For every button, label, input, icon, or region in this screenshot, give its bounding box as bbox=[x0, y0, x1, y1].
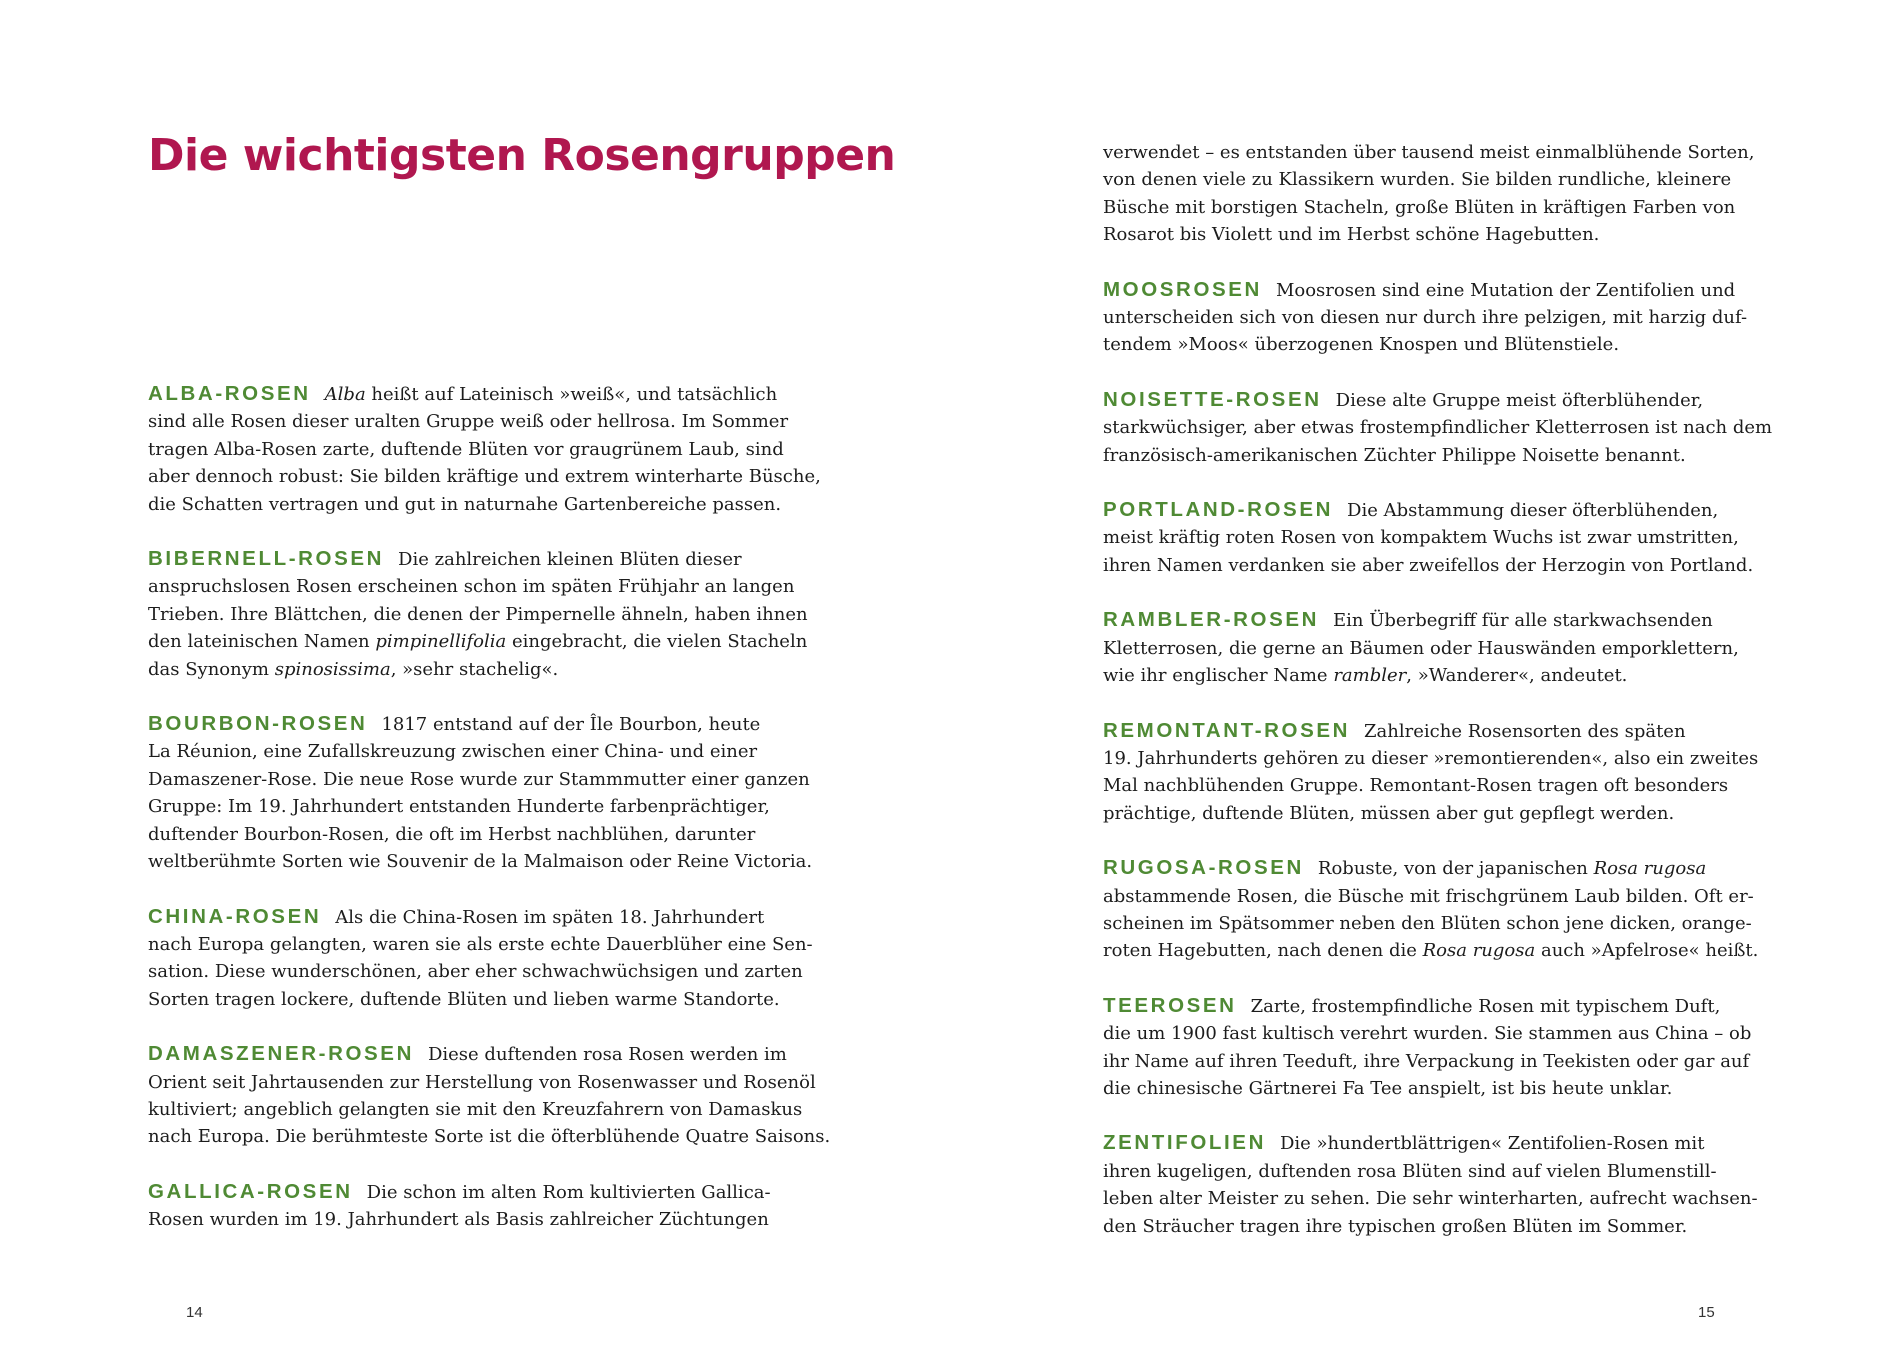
text-segment: heißt auf Lateinisch »weiß«, und tatsächlich bbox=[365, 384, 778, 405]
text-line bbox=[148, 710, 798, 738]
text-line bbox=[148, 463, 821, 490]
text-segment: Orient seit Jahrtausenden zur Herstellung von Rosenwasser und Rosenöl bbox=[148, 1071, 816, 1093]
text-line bbox=[148, 821, 798, 848]
rose-group-entry bbox=[1103, 386, 1773, 469]
text-segment: meist kräftig roten Rosen von kompaktem Wuchs ist zwar umstritten, bbox=[1103, 527, 1739, 549]
text-segment: 19. Jahrhunderts gehören zu dieser »remontierenden«, also ein zweites bbox=[1103, 747, 1759, 769]
text-line bbox=[1103, 194, 1753, 221]
rose-group-entry bbox=[1103, 992, 1753, 1103]
text-line bbox=[1103, 1158, 1753, 1185]
group-heading: MOOSROSEN bbox=[1103, 277, 1262, 301]
text-segment: eingebracht, die vielen Stacheln bbox=[506, 631, 808, 653]
text-segment: La Réunion, eine Zufallskreuzung zwischen einer China- und einer bbox=[148, 741, 758, 763]
rose-group-entry bbox=[148, 710, 813, 875]
page-number-left: 14 bbox=[186, 1304, 203, 1321]
text-line bbox=[1103, 1020, 1753, 1047]
text-segment: roten Hagebutten, nach denen die bbox=[1103, 940, 1423, 962]
text-line bbox=[148, 793, 798, 820]
text-segment: verwendet – es entstanden über tausend meist einmalblühende Sorten, bbox=[1103, 142, 1755, 163]
text-segment: Trieben. Ihre Blättchen, die denen der Pimpernelle ähneln, haben ihnen bbox=[148, 603, 808, 625]
group-heading: BIBERNELL-ROSEN bbox=[148, 547, 385, 571]
text-segment: wie ihr englischer Name bbox=[1103, 665, 1334, 687]
text-segment: die Schatten vertragen und gut in naturnahe Gartenbereiche passen. bbox=[148, 493, 782, 515]
text-segment: französisch-amerikanischen Züchter Philippe Noisette benannt. bbox=[1103, 444, 1686, 466]
text-segment: die um 1900 fast kultisch verehrt wurden. Sie stammen aus China – ob bbox=[1103, 1023, 1752, 1045]
group-heading: REMONTANT-ROSEN bbox=[1103, 718, 1351, 742]
text-segment: 1817 entstand auf der Île Bourbon, heute bbox=[381, 714, 761, 736]
text-segment: ihren kugeligen, duftenden rosa Blüten sind auf vielen Blumenstill- bbox=[1103, 1160, 1717, 1182]
latin-term: Rosa rugosa bbox=[1593, 858, 1707, 880]
text-segment: tragen Alba-Rosen zarte, duftende Blüten vor graugrünem Laub, sind bbox=[148, 438, 784, 460]
latin-term: rambler bbox=[1333, 665, 1407, 687]
text-segment: nach Europa gelangten, waren sie als erste echte Dauerblüher eine Sen- bbox=[148, 933, 813, 955]
text-segment: scheinen im Spätsommer neben den Blüten schon jene dicken, orange- bbox=[1103, 912, 1752, 934]
text-segment: Zahlreiche Rosensorten des späten bbox=[1364, 720, 1686, 742]
text-line bbox=[1103, 139, 1753, 166]
text-line bbox=[148, 931, 813, 958]
text-segment: die chinesische Gärtnerei Fa Tee anspielt, ist bis heute unklar. bbox=[1103, 1077, 1673, 1099]
text-line bbox=[1103, 496, 1753, 524]
rose-group-entry bbox=[1103, 854, 1759, 965]
text-segment: Sorten tragen lockere, duftende Blüten und lieben warme Standorte. bbox=[148, 988, 780, 1010]
latin-term: Rosa rugosa bbox=[1422, 940, 1536, 962]
text-line bbox=[1103, 662, 1753, 689]
text-segment: leben alter Meister zu sehen. Die sehr winterharten, aufrecht wachsen- bbox=[1103, 1188, 1758, 1210]
text-line bbox=[1103, 800, 1753, 827]
group-heading: DAMASZENER-ROSEN bbox=[148, 1042, 414, 1066]
text-line bbox=[1103, 166, 1753, 193]
page-number-right: 15 bbox=[1698, 1304, 1715, 1321]
text-segment: unterscheiden sich von diesen nur durch ihre pelzigen, mit harzig duf- bbox=[1103, 307, 1748, 329]
text-segment: Ein Überbegriff für alle starkwachsenden bbox=[1333, 610, 1713, 632]
text-line bbox=[148, 958, 803, 985]
text-line bbox=[1103, 524, 1753, 551]
text-line bbox=[1103, 552, 1753, 579]
text-segment: Die zahlreichen kleinen Blüten dieser bbox=[398, 549, 742, 571]
text-segment: sation. Diese wunderschönen, aber eher schwachwüchsigen und zarten bbox=[148, 961, 803, 983]
latin-term: spinosissima bbox=[274, 658, 391, 680]
text-line bbox=[1103, 414, 1773, 441]
text-segment: ihr Name auf ihren Teeduft, ihre Verpackung in Teekisten oder gar auf bbox=[1103, 1050, 1750, 1072]
text-segment: anspruchslosen Rosen erscheinen schon im späten Frühjahr an langen bbox=[148, 576, 795, 598]
text-line bbox=[148, 848, 813, 875]
text-line bbox=[1103, 304, 1753, 331]
text-line bbox=[1103, 1048, 1753, 1075]
text-line bbox=[1103, 745, 1759, 772]
page-title: Die wichtigsten Rosengruppen bbox=[148, 130, 896, 181]
text-line bbox=[148, 628, 808, 655]
group-heading: TEEROSEN bbox=[1103, 993, 1237, 1017]
text-segment: , »Wanderer«, andeutet. bbox=[1406, 665, 1628, 687]
rose-group-entry bbox=[148, 903, 813, 1014]
text-segment: nach Europa. Die berühmteste Sorte ist die öfterblühende Quatre Saisons. bbox=[148, 1126, 831, 1148]
text-segment: Zarte, frostempfindliche Rosen mit typischem Duft, bbox=[1250, 995, 1721, 1017]
right-page bbox=[945, 0, 1890, 1358]
text-line bbox=[148, 1206, 798, 1233]
text-line bbox=[148, 656, 798, 683]
text-line bbox=[1103, 1129, 1753, 1157]
text-segment: ihren Namen verdanken sie aber zweifellos der Herzogin von Portland. bbox=[1103, 554, 1754, 576]
rose-group-entry bbox=[1103, 276, 1753, 359]
text-line bbox=[148, 1096, 803, 1123]
text-segment: von denen viele zu Klassikern wurden. Sie bilden rundliche, kleinere bbox=[1103, 169, 1732, 191]
rose-group-entry bbox=[1103, 496, 1753, 579]
text-segment: aber dennoch robust: Sie bilden kräftige und extrem winterharte Büsche, bbox=[148, 466, 821, 488]
text-segment: , »sehr stachelig«. bbox=[390, 658, 559, 680]
group-heading: BOURBON-ROSEN bbox=[148, 712, 368, 736]
text-segment: weltberühmte Sorten wie Souvenir de la Malmaison oder Reine Victoria. bbox=[148, 851, 813, 873]
text-segment: Rosen wurden im 19. Jahrhundert als Basis zahlreicher Züchtungen bbox=[148, 1209, 769, 1231]
rose-group-entry bbox=[148, 380, 821, 518]
group-heading: NOISETTE-ROSEN bbox=[1103, 387, 1322, 411]
text-line bbox=[148, 1040, 798, 1068]
group-heading: CHINA-ROSEN bbox=[148, 904, 322, 928]
rose-group-entry bbox=[148, 545, 808, 683]
text-line bbox=[148, 903, 798, 931]
latin-term: pimpinellifolia bbox=[375, 631, 507, 653]
text-segment: Damaszener-Rose. Die neue Rose wurde zur Stammmutter einer ganzen bbox=[148, 768, 810, 790]
text-line bbox=[148, 491, 798, 518]
group-heading: RAMBLER-ROSEN bbox=[1103, 608, 1320, 632]
text-line bbox=[148, 380, 798, 408]
latin-term: Alba bbox=[324, 384, 366, 405]
text-segment: starkwüchsiger, aber etwas frostempfindlicher Kletterrosen ist nach dem bbox=[1103, 417, 1773, 439]
text-line bbox=[1103, 1213, 1753, 1240]
text-line bbox=[1103, 606, 1753, 634]
text-line bbox=[1103, 221, 1753, 248]
text-segment: Die schon im alten Rom kultivierten Gallica- bbox=[366, 1181, 771, 1203]
text-line bbox=[1103, 910, 1753, 937]
text-segment: das Synonym bbox=[148, 658, 275, 680]
text-line bbox=[1103, 717, 1753, 745]
text-segment: tendem »Moos« überzogenen Knospen und Blütenstiele. bbox=[1103, 334, 1620, 356]
text-segment: kultiviert; angeblich gelangten sie mit den Kreuzfahrern von Damaskus bbox=[148, 1098, 803, 1120]
text-segment: auch »Apfelrose« heißt. bbox=[1535, 940, 1759, 962]
text-segment: duftender Bourbon-Rosen, die oft im Herbst nachblühen, darunter bbox=[148, 823, 756, 845]
text-line bbox=[1103, 772, 1753, 799]
text-segment: Diese duftenden rosa Rosen werden im bbox=[427, 1044, 787, 1066]
text-line bbox=[1103, 1075, 1753, 1102]
group-heading: RUGOSA-ROSEN bbox=[1103, 856, 1304, 880]
text-segment: Die Abstammung dieser öfterblühenden, bbox=[1347, 500, 1719, 522]
text-line bbox=[148, 1069, 816, 1096]
text-line bbox=[1103, 331, 1753, 358]
group-heading: ALBA-ROSEN bbox=[148, 382, 311, 405]
text-line bbox=[148, 545, 798, 573]
left-column bbox=[148, 380, 831, 1261]
text-line bbox=[148, 1178, 798, 1206]
text-segment: prächtige, duftende Blüten, müssen aber gut gepflegt werden. bbox=[1103, 802, 1675, 824]
text-segment: Gruppe: Im 19. Jahrhundert entstanden Hunderte farbenprächtiger, bbox=[148, 796, 770, 818]
text-segment: sind alle Rosen dieser uralten Gruppe weiß oder hellrosa. Im Sommer bbox=[148, 411, 789, 433]
text-line bbox=[1103, 854, 1753, 882]
text-segment: Robuste, von der japanischen bbox=[1317, 858, 1594, 880]
text-line bbox=[1103, 992, 1753, 1020]
rose-group-entry bbox=[1103, 1129, 1758, 1240]
text-segment: Büsche mit borstigen Stacheln, große Blüten in kräftigen Farben von bbox=[1103, 196, 1736, 218]
rose-group-entry bbox=[1103, 717, 1759, 828]
text-segment: den Sträucher tragen ihre typischen großen Blüten im Sommer. bbox=[1103, 1215, 1688, 1237]
text-line bbox=[148, 1123, 831, 1150]
right-column bbox=[1103, 139, 1773, 1267]
text-line bbox=[148, 408, 798, 435]
text-line bbox=[1103, 442, 1753, 469]
text-segment: Diese alte Gruppe meist öfterblühender, bbox=[1335, 389, 1704, 411]
text-segment: Kletterrosen, die gerne an Bäumen oder Hauswänden emporklettern, bbox=[1103, 637, 1739, 659]
rose-group-entry bbox=[148, 1040, 831, 1151]
group-heading: PORTLAND-ROSEN bbox=[1103, 498, 1334, 522]
rose-group-entry bbox=[1103, 606, 1753, 689]
text-line bbox=[1103, 883, 1753, 910]
text-segment: Rosarot bis Violett und im Herbst schöne Hagebutten. bbox=[1103, 224, 1600, 246]
text-line bbox=[148, 601, 808, 628]
text-segment: Mal nachblühenden Gruppe. Remontant-Rosen tragen oft besonders bbox=[1103, 775, 1729, 797]
text-segment: Moosrosen sind eine Mutation der Zentifolien und bbox=[1275, 279, 1736, 301]
text-line bbox=[1103, 386, 1753, 414]
text-line bbox=[148, 766, 810, 793]
text-line bbox=[1103, 276, 1753, 304]
text-segment: den lateinischen Namen bbox=[148, 631, 376, 653]
group-heading: ZENTIFOLIEN bbox=[1103, 1131, 1266, 1155]
text-line bbox=[1103, 937, 1759, 964]
text-line bbox=[148, 573, 798, 600]
text-line bbox=[148, 436, 798, 463]
group-heading: GALLICA-ROSEN bbox=[148, 1179, 353, 1203]
rose-group-entry bbox=[1103, 139, 1753, 249]
rose-group-entry bbox=[148, 1178, 798, 1234]
text-line bbox=[148, 738, 798, 765]
text-line bbox=[148, 986, 798, 1013]
text-line bbox=[1103, 635, 1753, 662]
text-segment: Die »hundertblättrigen« Zentifolien-Rosen mit bbox=[1279, 1133, 1705, 1155]
text-line bbox=[1103, 1185, 1758, 1212]
text-segment: Als die China-Rosen im späten 18. Jahrhundert bbox=[335, 906, 765, 928]
text-segment: abstammende Rosen, die Büsche mit frischgrünem Laub bilden. Oft er- bbox=[1103, 885, 1754, 907]
